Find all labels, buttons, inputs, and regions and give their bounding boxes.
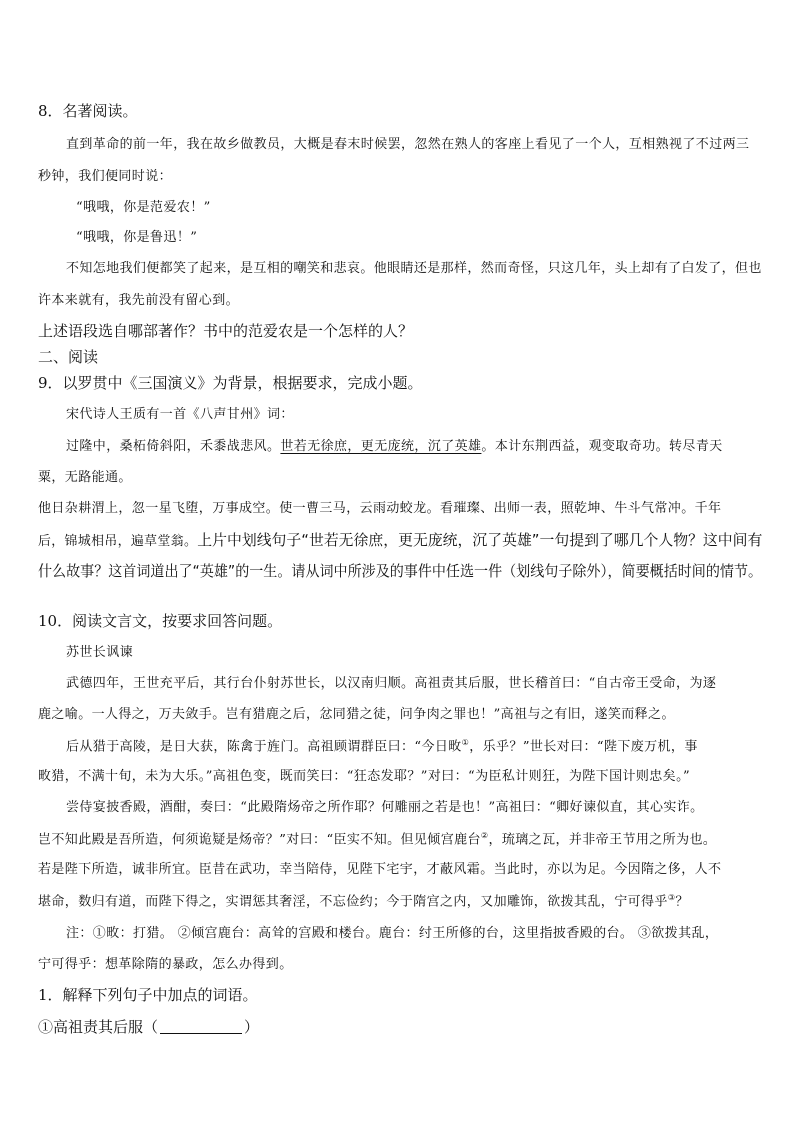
underlined-sentence: 世若无徐庶，更无庞统，沉了英雄 <box>280 439 482 454</box>
q8-dialogue-line: “哦哦，你是鲁迅！” <box>76 230 198 245</box>
passage-text: 岂不知此殿是吾所造，何须诡疑是炀帝？”对曰：“臣实不知。但见倾宫鹿台 <box>38 832 481 848</box>
q9-poem-line <box>38 532 762 548</box>
q8-passage-line: 直到革命的前一年，我在故乡做教员，大概是春末时候罢，忽然在熟人的客座上看见了一个人，互相熟视了不过两三 <box>66 137 750 152</box>
q8-question: 上述语段选自哪部著作？书中的范爱农是一个怎样的人？ <box>38 322 414 340</box>
passage-text: 后从猎于高陵，是日大获，陈禽于旌门。高祖顾谓群臣曰：“今日畋 <box>66 739 462 755</box>
poem-text: 后，锦城相吊，遍草堂翁。 <box>38 534 198 549</box>
passage-text: ？ <box>675 894 689 910</box>
q10-passage-line: 武德四年，王世充平后，其行台仆射苏世长，以汉南归顺。高祖责其后服，世长稽首曰：“自古帝王受命，为逐 <box>66 676 717 691</box>
poem-text: 。本计东荆西益，观变取奇功。转尽青天 <box>481 439 723 454</box>
q10-note-line: 注：①畋：打猎。 ②倾宫鹿台：高耸的宫殿和楼台。鹿台：纣王所修的台，这里指披香殿的台。 ③欲拨其乱， <box>66 926 719 941</box>
passage-text: ，乐乎？”世长对曰：“陛下废万机，事 <box>469 739 698 755</box>
q9-poem-line: 粟，无路能通。 <box>38 470 132 485</box>
q10-passage-line: 若是陛下所造，诚非所宜。臣昔在武功，幸当陪侍，见陛下宅宇，才蔽风霜。当此时，亦以为足。今因隋之侈，人不 <box>38 862 722 877</box>
footnote-marker: ① <box>461 738 470 747</box>
passage-text: ，琉璃之瓦，并非帝王节用之所为也。 <box>488 832 717 848</box>
q8-title: 8．名著阅读。 <box>38 102 138 120</box>
q10-title: 10．阅读文言文，按要求回答问题。 <box>38 612 283 630</box>
q10-passage-line <box>66 739 698 753</box>
footnote-marker: ③ <box>667 893 676 902</box>
q8-passage-line: 不知怎地我们便都笑了起来，是互相的嘲笑和悲哀。他眼睛还是那样，然而奇怪，只这几年，头上却有了白发了，但也 <box>66 261 762 276</box>
q8-passage-line: 许本来就有，我先前没有留心到。 <box>38 293 240 308</box>
q9-poem-line: 他日杂耕渭上，忽一星飞堕，万事成空。使一曹三马，云雨动蛟龙。看璀璨、出师一表，照乾坤、牛斗气常冲。千年 <box>38 501 722 516</box>
q9-question: 上片中划线句子“世若无徐庶，更无庞统，沉了英雄”一句提到了哪几个人物？这中间有 <box>197 531 763 549</box>
q10-passage-line <box>38 832 716 846</box>
footnote-marker: ② <box>480 831 489 840</box>
q9-intro: 宋代诗人王质有一首《八声甘州》词： <box>66 407 294 422</box>
passage-text: 堪命，数归有道，而陛下得之，实谓惩其奢淫，不忘俭约；今于隋宫之内，又加雕饰，欲拨其乱，宁可得乎 <box>38 894 668 910</box>
q10-passage-line: 鹿之喻。一人得之，万夫敛手。岂有猎鹿之后，忿同猎之徒，问争肉之罪也！”高祖与之有旧，遂笑而释之。 <box>38 707 675 722</box>
answer-blank[interactable] <box>160 1021 242 1034</box>
q10-passage-line: 尝侍宴披香殿，酒酣，奏曰：“此殿隋炀帝之所作耶？何雕丽之若是也！”高祖曰：“卿好谏似直，其心实诈。 <box>66 800 704 815</box>
q9-poem-line <box>66 440 723 453</box>
item-text: ） <box>244 1018 260 1036</box>
section-heading: 二、阅读 <box>38 348 99 366</box>
q10-passage-line <box>38 894 689 908</box>
q10-note-line: 宁可得乎：想革除隋的暴政，怎么办得到。 <box>38 957 293 972</box>
q10-subtitle: 苏世长讽谏 <box>66 645 134 660</box>
poem-text: 过隆中，桑柘倚斜阳，禾黍战悲风。 <box>66 439 281 454</box>
q10-subquestion: 1．解释下列句子中加点的词语。 <box>38 986 258 1004</box>
q8-dialogue-line: “哦哦，你是范爱农！” <box>76 200 211 215</box>
q10-passage-line: 畋猎，不满十旬，未为大乐。”高祖色变，既而笑曰：“狂态发耶？”对曰：“为臣私计则狂，为陛下国计则忠矣。” <box>38 769 691 784</box>
q9-question: 什么故事？这首词道出了“英雄”的一生。请从词中所涉及的事件中任选一件（划线句子除外），简要概括时间的情节。 <box>38 562 763 580</box>
q9-title: 9．以罗贯中《三国演义》为背景，根据要求，完成小题。 <box>38 374 423 392</box>
q8-passage-line: 秒钟，我们便同时说： <box>38 169 173 184</box>
q10-item <box>38 1020 259 1035</box>
item-text: ①高祖责其后服（ <box>38 1018 159 1036</box>
